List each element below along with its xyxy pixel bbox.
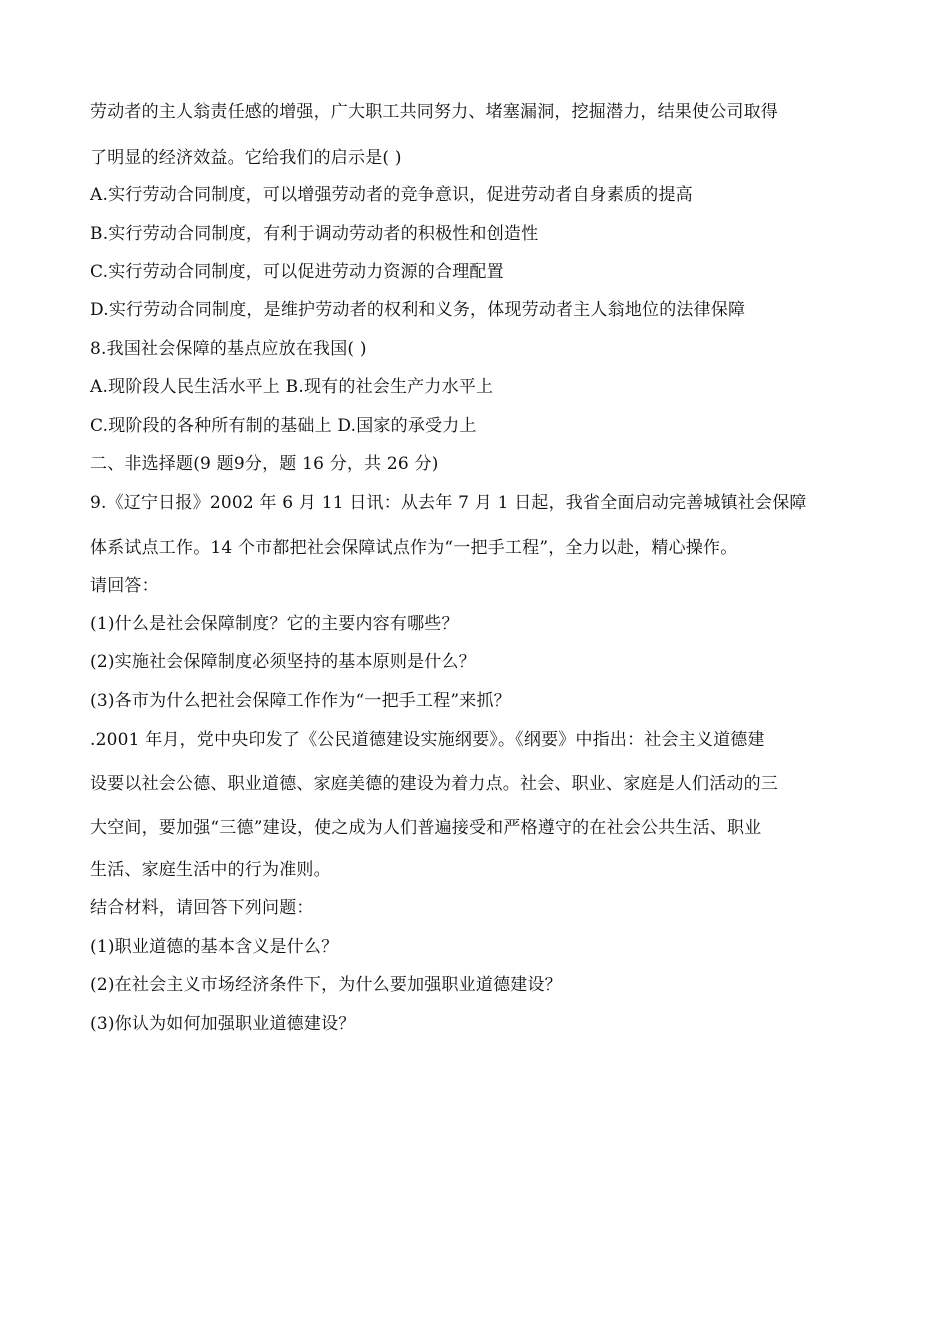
sub-question: (2)在社会主义市场经济条件下，为什么要加强职业道德建设？ [90, 975, 562, 995]
sub-question: (3)各市为什么把社会保障工作作为“一把手工程”来抓？ [90, 691, 511, 711]
text-line: 设要以社会公德、职业道德、家庭美德的建设为着力点。社会、职业、家庭是人们活动的三 [90, 774, 778, 794]
question-8-options-ab: A.现阶段人民生活水平上 B.现有的社会生产力水平上 [90, 377, 494, 397]
option-b: B.实行劳动合同制度，有利于调动劳动者的积极性和创造性 [90, 224, 539, 244]
section-heading: 二、非选择题(9 题9分，题 16 分，共 26 分) [90, 454, 439, 474]
text-line: 体系试点工作。14 个市都把社会保障试点作为“一把手工程”，全力以赴，精心操作。 [90, 538, 738, 558]
text-line: 了明显的经济效益。它给我们的启示是( ) [90, 148, 402, 168]
sub-question: (1)职业道德的基本含义是什么？ [90, 937, 339, 957]
option-a: A.实行劳动合同制度，可以增强劳动者的竞争意识，促进劳动者自身素质的提高 [90, 185, 693, 205]
question-8: 8.我国社会保障的基点应放在我国( ) [90, 339, 367, 359]
text-line: 劳动者的主人翁责任感的增强，广大职工共同努力、堵塞漏洞，挖掘潜力，结果使公司取得 [90, 102, 778, 122]
text-line: 请回答： [90, 576, 159, 596]
option-d: D.实行劳动合同制度，是维护劳动者的权利和义务，体现劳动者主人翁地位的法律保障 [90, 300, 746, 320]
text-line: 大空间，要加强“三德”建设，使之成为人们普遍接受和严格遵守的在社会公共生活、职业 [90, 818, 762, 838]
question-8-options-cd: C.现阶段的各种所有制的基础上 D.国家的承受力上 [90, 416, 477, 436]
question-10: .2001 年月，党中央印发了《公民道德建设实施纲要》。《纲要》中指出：社会主义道德建 [90, 730, 765, 750]
option-c: C.实行劳动合同制度，可以促进劳动力资源的合理配置 [90, 262, 504, 282]
text-line: 结合材料，请回答下列问题： [90, 898, 314, 918]
sub-question: (3)你认为如何加强职业道德建设？ [90, 1014, 356, 1034]
sub-question: (1)什么是社会保障制度？它的主要内容有哪些？ [90, 614, 459, 634]
text-line: 生活、家庭生活中的行为准则。 [90, 860, 331, 880]
question-9: 9.《辽宁日报》2002 年 6 月 11 日讯：从去年 7 月 1 日起，我省全面启动完善城镇社会保障 [90, 493, 807, 513]
sub-question: (2)实施社会保障制度必须坚持的基本原则是什么？ [90, 652, 476, 672]
